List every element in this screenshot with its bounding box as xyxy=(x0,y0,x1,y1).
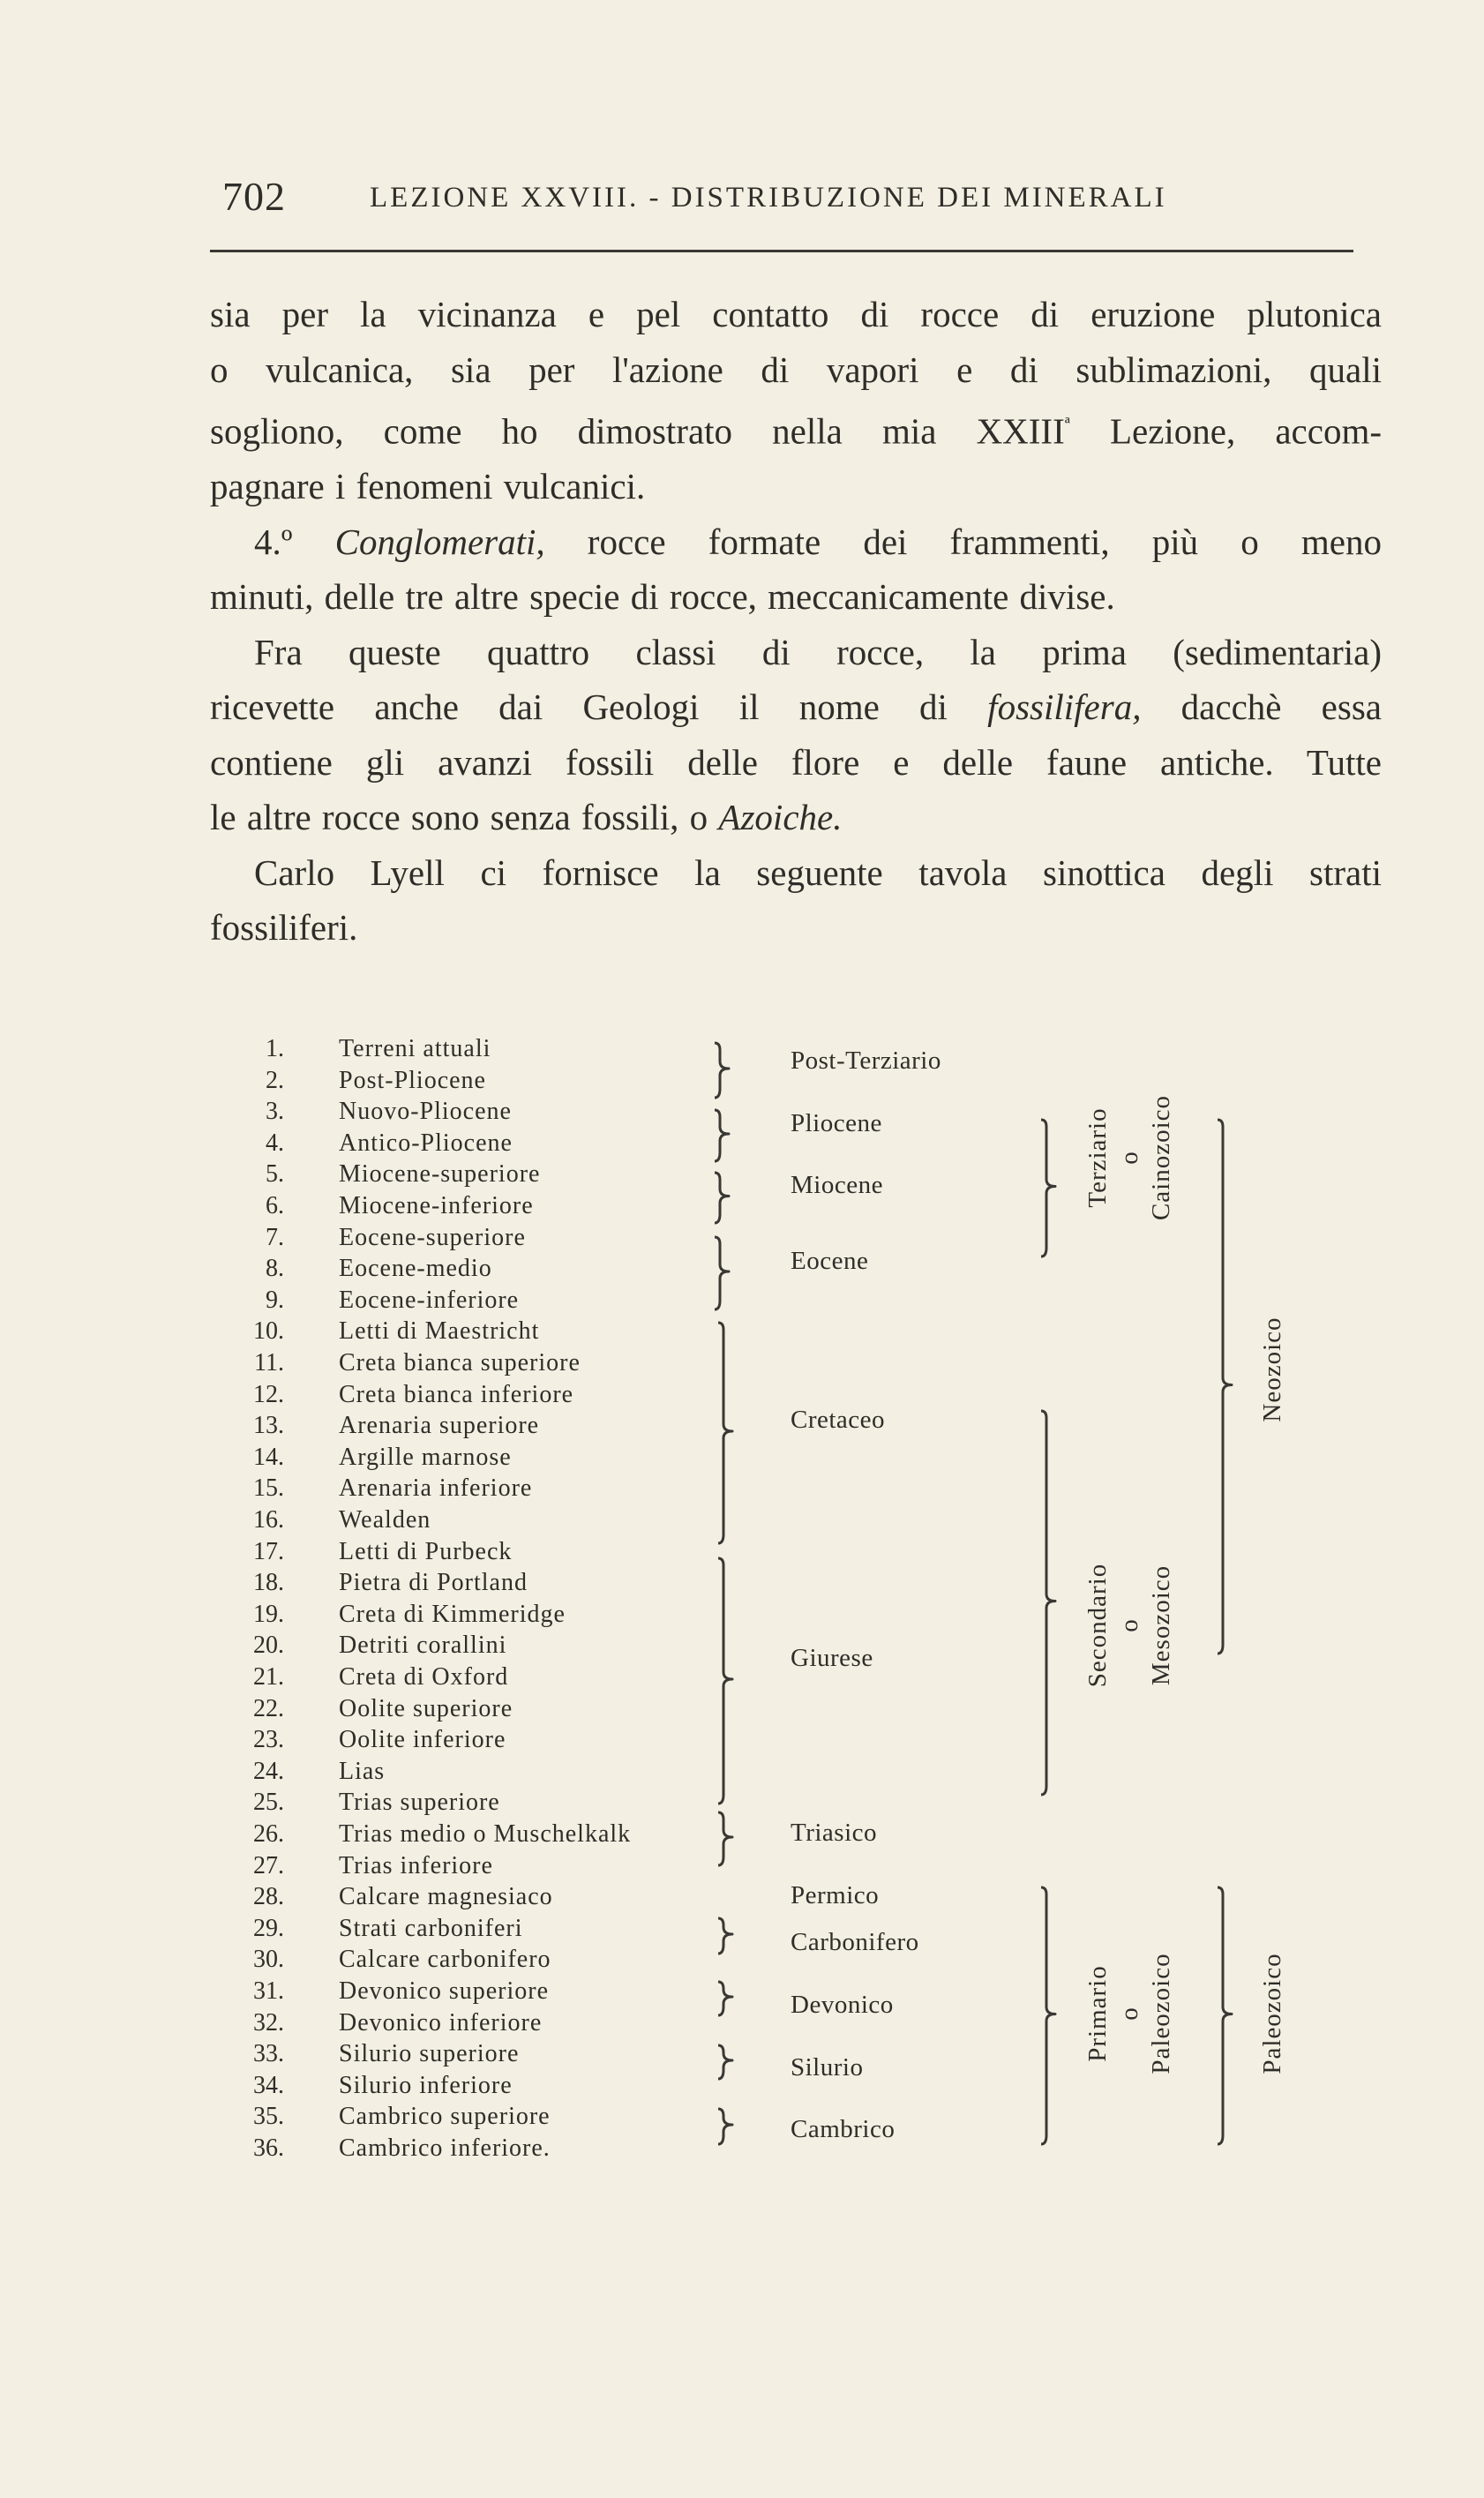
strata-number: 2. xyxy=(266,1066,284,1094)
strata-name: Calcare carbonifero xyxy=(339,1946,551,1974)
period-label: Carbonifero xyxy=(791,1928,919,1956)
text-line: contiene gli avanzi fossili delle flore e delle faune antiche. Tutte xyxy=(210,741,1382,783)
period-label: Silurio xyxy=(791,2053,864,2082)
strata-number: 14. xyxy=(253,1443,284,1471)
strata-name: Lias xyxy=(339,1757,386,1785)
curly-brace xyxy=(1216,1118,1235,1655)
strata-number: 27. xyxy=(253,1851,284,1879)
strata-name: Pietra di Portland xyxy=(339,1569,528,1597)
strata-name: Nuovo-Pliocene xyxy=(339,1098,512,1126)
curly-brace xyxy=(713,1235,732,1311)
curly-brace xyxy=(716,1980,736,2017)
strata-name: Trias medio o Muschelkalk xyxy=(339,1820,632,1848)
strata-name: Antico-Pliocene xyxy=(339,1129,513,1157)
strata-name: Miocene-inferiore xyxy=(339,1192,534,1219)
curly-brace xyxy=(1039,1886,1059,2146)
strata-number: 33. xyxy=(253,2040,284,2068)
era-label-terziario: Terziario xyxy=(1083,1107,1112,1208)
strata-name: Creta bianca inferiore xyxy=(339,1380,574,1408)
strata-number: 8. xyxy=(266,1255,284,1283)
curly-brace xyxy=(716,1557,736,1805)
era-connector: o xyxy=(1115,1618,1143,1632)
strata-name: Creta di Oxford xyxy=(339,1663,509,1691)
text-line: sia per la vicinanza e pel contatto di rocce di eruzione plutonica xyxy=(210,294,1382,334)
strata-number: 19. xyxy=(253,1600,284,1628)
strata-name: Eocene-inferiore xyxy=(339,1286,520,1314)
page-number: 702 xyxy=(222,174,286,219)
curly-brace xyxy=(713,1171,732,1225)
period-label: Giurese xyxy=(791,1644,873,1672)
header-rule xyxy=(210,250,1353,252)
italic-term: Conglomerati, xyxy=(334,521,545,562)
strata-name: Devonico superiore xyxy=(339,1977,550,2005)
strata-name: Cambrico inferiore. xyxy=(339,2134,551,2162)
era-label-neozoico: Neozoico xyxy=(1258,1317,1286,1422)
strata-name: Calcare magnesiaco xyxy=(339,1883,553,1911)
strata-name: Devonico inferiore xyxy=(339,2008,543,2037)
era-label-mesozoico: Mesozoico xyxy=(1147,1564,1175,1686)
strata-number: 29. xyxy=(253,1914,284,1942)
strata-number: 20. xyxy=(253,1632,284,1660)
strata-name: Letti di Maestricht xyxy=(339,1317,540,1346)
text-line: le altre rocce sono senza fossili, o Azoiche. xyxy=(210,797,843,838)
italic-term: fossilifera, xyxy=(987,686,1142,728)
strata-name: Oolite inferiore xyxy=(339,1726,506,1754)
strata-name: Cambrico superiore xyxy=(339,2103,551,2131)
text-line: o vulcanica, sia per l'azione di vapori e di sublimazioni, quali xyxy=(210,349,1382,390)
text-line: sogliono, come ho dimostrato nella mia $XXIII^ª$ Lezione, accom- xyxy=(210,410,1382,452)
curly-brace xyxy=(716,1321,736,1545)
strata-name: Miocene-superiore xyxy=(339,1160,541,1189)
strata-name: Arenaria inferiore xyxy=(339,1474,533,1503)
curly-brace xyxy=(716,2044,736,2081)
strata-name: Trias superiore xyxy=(339,1789,500,1817)
strata-name: Arenaria superiore xyxy=(339,1412,540,1440)
period-label: Cambrico xyxy=(791,2115,896,2143)
strata-number: 3. xyxy=(266,1098,284,1126)
strata-number: 1. xyxy=(266,1035,284,1062)
text-line: Fra queste quattro classi di rocce, la prima (sedimentaria) xyxy=(254,631,1382,672)
curly-brace xyxy=(1039,1118,1059,1258)
text-line: pagnare i fenomeni vulcanici. xyxy=(210,466,646,507)
strata-name: Strati carboniferi xyxy=(339,1914,523,1942)
curly-brace xyxy=(716,1917,736,1955)
strata-name: Creta di Kimmeridge xyxy=(339,1600,566,1628)
era-label-cainozoico: Cainozoico xyxy=(1147,1094,1175,1221)
strata-number: 23. xyxy=(253,1726,284,1754)
strata-number: 7. xyxy=(266,1223,284,1251)
era-connector: o xyxy=(1115,2007,1143,2021)
strata-number: 11. xyxy=(254,1349,284,1377)
period-label: Devonico xyxy=(791,1991,894,2019)
strata-name: Silurio superiore xyxy=(339,2040,520,2068)
strata-name: Post-Pliocene xyxy=(339,1066,486,1094)
era-connector: o xyxy=(1115,1151,1143,1165)
running-title: LEZIONE XXVIII. - DISTRIBUZIONE DEI MINERALI xyxy=(370,182,1167,214)
period-label: Pliocene xyxy=(791,1109,882,1137)
strata-number: 17. xyxy=(253,1537,284,1565)
strata-number: 34. xyxy=(253,2071,284,2099)
strata-name: Detriti corallini xyxy=(339,1632,507,1660)
strata-number: 12. xyxy=(253,1380,284,1408)
strata-number: 10. xyxy=(253,1317,284,1346)
strata-name: Eocene-superiore xyxy=(339,1223,526,1251)
strata-number: 26. xyxy=(253,1820,284,1848)
text-line: ricevette anche dai Geologi il nome di fossilifera, dacchè essa xyxy=(210,686,1382,728)
strata-name: Silurio inferiore xyxy=(339,2071,513,2099)
strata-name: Oolite superiore xyxy=(339,1694,513,1722)
strata-number: 25. xyxy=(253,1789,284,1817)
italic-term: Azoiche. xyxy=(718,797,843,838)
strata-name: Wealden xyxy=(339,1506,431,1534)
strata-number: 36. xyxy=(253,2134,284,2162)
strata-name: Letti di Purbeck xyxy=(339,1537,513,1565)
strata-number: 22. xyxy=(253,1694,284,1722)
text-line: Carlo Lyell ci fornisce la seguente tavola sinottica degli strati xyxy=(254,851,1382,893)
period-label: Miocene xyxy=(791,1171,883,1199)
curly-brace xyxy=(716,1811,736,1867)
strata-name: Argille marnose xyxy=(339,1443,512,1471)
strata-number: 16. xyxy=(253,1506,284,1534)
curly-brace xyxy=(716,2107,736,2146)
period-label: Permico xyxy=(791,1881,880,1909)
period-label: Eocene xyxy=(791,1247,869,1275)
text-line: fossiliferi. xyxy=(210,907,358,949)
strata-number: 32. xyxy=(253,2008,284,2037)
strata-name: Terreni attuali xyxy=(339,1035,491,1062)
period-label: Cretaceo xyxy=(791,1406,886,1434)
curly-brace xyxy=(1216,1886,1235,2146)
running-header xyxy=(206,173,1353,226)
strata-number: 21. xyxy=(253,1663,284,1691)
period-label: Triasico xyxy=(791,1819,877,1847)
era-label-primario: Primario xyxy=(1083,1965,1112,2062)
strata-number: 30. xyxy=(253,1946,284,1974)
text-line: 4.º Conglomerati, rocce formate dei frammenti, più o meno xyxy=(254,521,1382,562)
strata-number: 15. xyxy=(253,1474,284,1503)
text-line: minuti, delle tre altre specie di rocce, meccanicamente divise. xyxy=(210,576,1115,618)
curly-brace xyxy=(1039,1409,1059,1797)
strata-number: 18. xyxy=(253,1569,284,1597)
period-label: Post-Terziario xyxy=(791,1046,941,1075)
strata-number: 31. xyxy=(253,1977,284,2005)
strata-number: 5. xyxy=(266,1160,284,1189)
strata-name: Creta bianca superiore xyxy=(339,1349,581,1377)
strata-number: 28. xyxy=(253,1883,284,1911)
era-label-paleozoico-alt: Paleozoico xyxy=(1147,1953,1175,2074)
strata-name: Eocene-medio xyxy=(339,1255,492,1283)
strata-number: 24. xyxy=(253,1757,284,1785)
strata-number: 6. xyxy=(266,1192,284,1219)
era-label-secondario: Secondario xyxy=(1083,1563,1112,1688)
curly-brace xyxy=(713,1041,732,1099)
strata-number: 35. xyxy=(253,2103,284,2131)
body-text xyxy=(210,287,1382,956)
strata-name: Trias inferiore xyxy=(339,1851,493,1879)
strata-number: 9. xyxy=(266,1286,284,1314)
strata-table xyxy=(229,1034,1286,2162)
strata-number: 13. xyxy=(253,1412,284,1440)
curly-brace xyxy=(713,1108,732,1163)
strata-number: 4. xyxy=(266,1129,284,1157)
era-label-paleozoico: Paleozoico xyxy=(1258,1953,1286,2074)
